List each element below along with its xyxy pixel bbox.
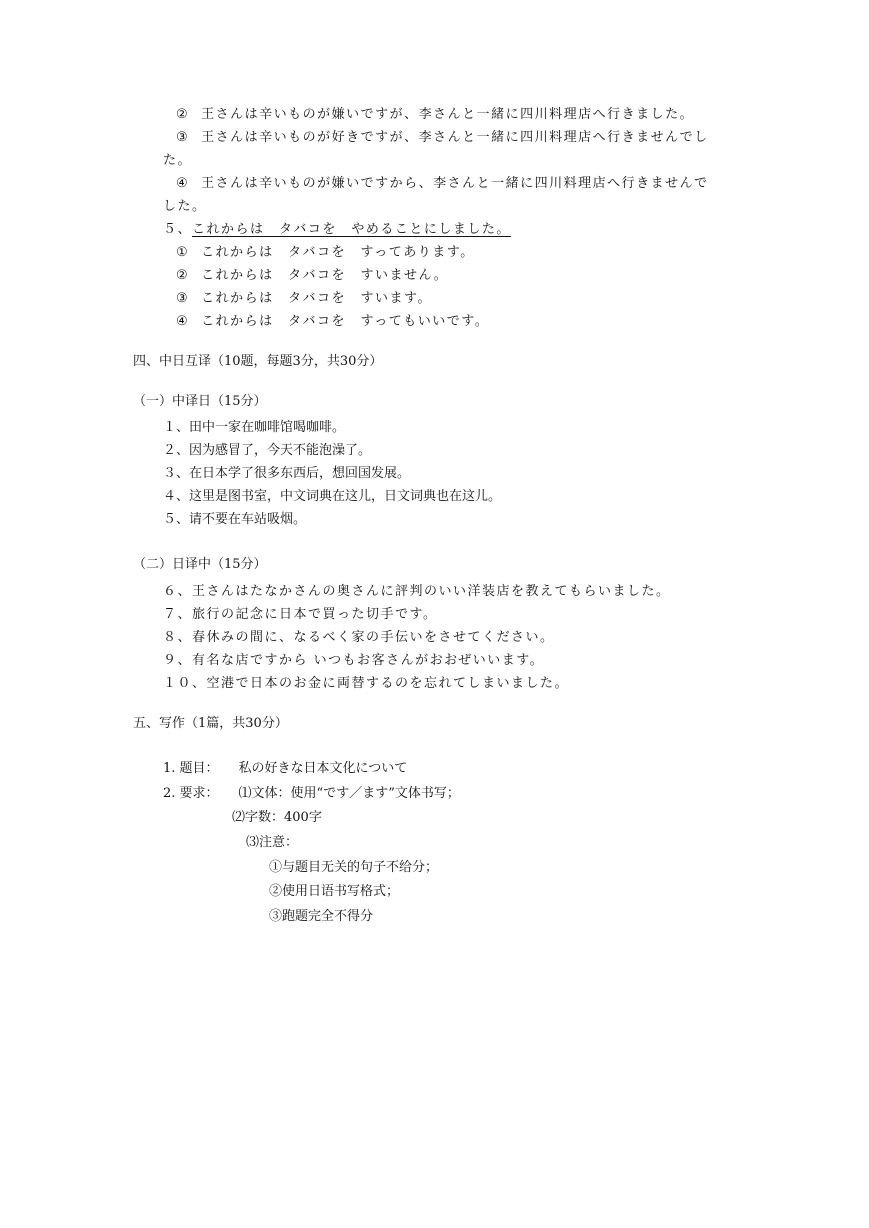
question-stem: これからは タバコを やめることにしました。 xyxy=(192,222,511,237)
option-text: 王さんは辛いものが好きですが、李さんと一緒に四川料理店へ行きませんでし xyxy=(201,130,709,145)
q5-option-1 xyxy=(176,246,475,259)
topic-label: 1. 题目： xyxy=(163,761,219,776)
q4-option-4 xyxy=(176,177,709,190)
translation-item-10: １０、空港で日本のお金に両替するのを忘れてしまいました。 xyxy=(163,676,570,691)
translation-item-5: ５、请不要在车站吸烟。 xyxy=(163,512,307,527)
option-text: これからは タバコを すってあります。 xyxy=(201,245,475,260)
option-text: これからは タバコを すいます。 xyxy=(201,291,432,306)
translation-item-6: ６、王さんはたなかさんの奥さんに評判のいい洋装店を教えてもらいました。 xyxy=(163,584,671,599)
option-number: ④ xyxy=(176,176,190,191)
option-number: ③ xyxy=(176,130,190,145)
translation-item-7: ７、旅行の記念に日本で買った切手です。 xyxy=(163,607,438,622)
requirement-style: ⑴文体：使用“です／ます”文体书写； xyxy=(238,786,460,801)
q4-option-3-cont: た。 xyxy=(163,153,193,168)
writing-requirements xyxy=(163,787,460,800)
q4-option-4-cont: した。 xyxy=(163,199,207,214)
option-text: 王さんは辛いものが嫌いですが、李さんと一緒に四川料理店へ行きました。 xyxy=(201,107,695,122)
option-number: ③ xyxy=(176,291,190,306)
translation-item-2: ２、因为感冒了，今天不能泡澡了。 xyxy=(163,443,372,458)
section4-part1-title: （一）中译日（15分） xyxy=(133,394,267,409)
writing-topic xyxy=(163,762,407,775)
q5-stem-line xyxy=(163,223,511,236)
option-text: これからは タバコを すいません。 xyxy=(201,268,449,283)
note-1: ①与题目无关的句子不给分； xyxy=(269,860,439,875)
section4-part2-title: （二）日译中（15分） xyxy=(133,557,267,572)
option-text: 王さんは辛いものが嫌いですから、李さんと一緒に四川料理店へ行きませんで xyxy=(201,176,709,191)
q5-option-2 xyxy=(176,269,448,282)
section4-title: 四、中日互译（10题，每题3分，共30分） xyxy=(133,354,383,369)
translation-item-8: ８、春休みの間に、なるべく家の手伝いをさせてください。 xyxy=(163,630,555,645)
section5-title: 五、写作（1篇，共30分） xyxy=(133,716,288,731)
option-number: ② xyxy=(176,107,190,122)
q5-option-4 xyxy=(176,315,489,328)
translation-item-4: ４、这里是图书室，中文词典在这儿，日文词典也在这儿。 xyxy=(163,489,502,504)
option-text: これからは タバコを すってもいいです。 xyxy=(201,314,490,329)
requirements-label: 2. 要求： xyxy=(163,786,219,801)
translation-item-3: ３、在日本学了很多东西后，想回国发展。 xyxy=(163,466,411,481)
requirement-word-count: ⑵字数：400字 xyxy=(232,810,322,825)
option-number: ① xyxy=(176,245,190,260)
question-number: ５、 xyxy=(163,222,193,237)
option-number: ④ xyxy=(176,314,190,329)
q4-option-2 xyxy=(176,108,694,121)
option-number: ② xyxy=(176,268,190,283)
q4-option-3 xyxy=(176,131,709,144)
requirement-notes-label: ⑶注意： xyxy=(246,835,299,850)
note-3: ③跑题完全不得分 xyxy=(269,909,374,924)
translation-item-9: ９、有名な店ですから いつもお客さんがおおぜいいます。 xyxy=(163,653,545,668)
translation-item-1: １、田中一家在咖啡馆喝咖啡。 xyxy=(163,420,346,435)
q5-option-3 xyxy=(176,292,432,305)
topic-text: 私の好きな日本文化について xyxy=(238,761,408,776)
note-2: ②使用日语书写格式； xyxy=(269,884,400,899)
